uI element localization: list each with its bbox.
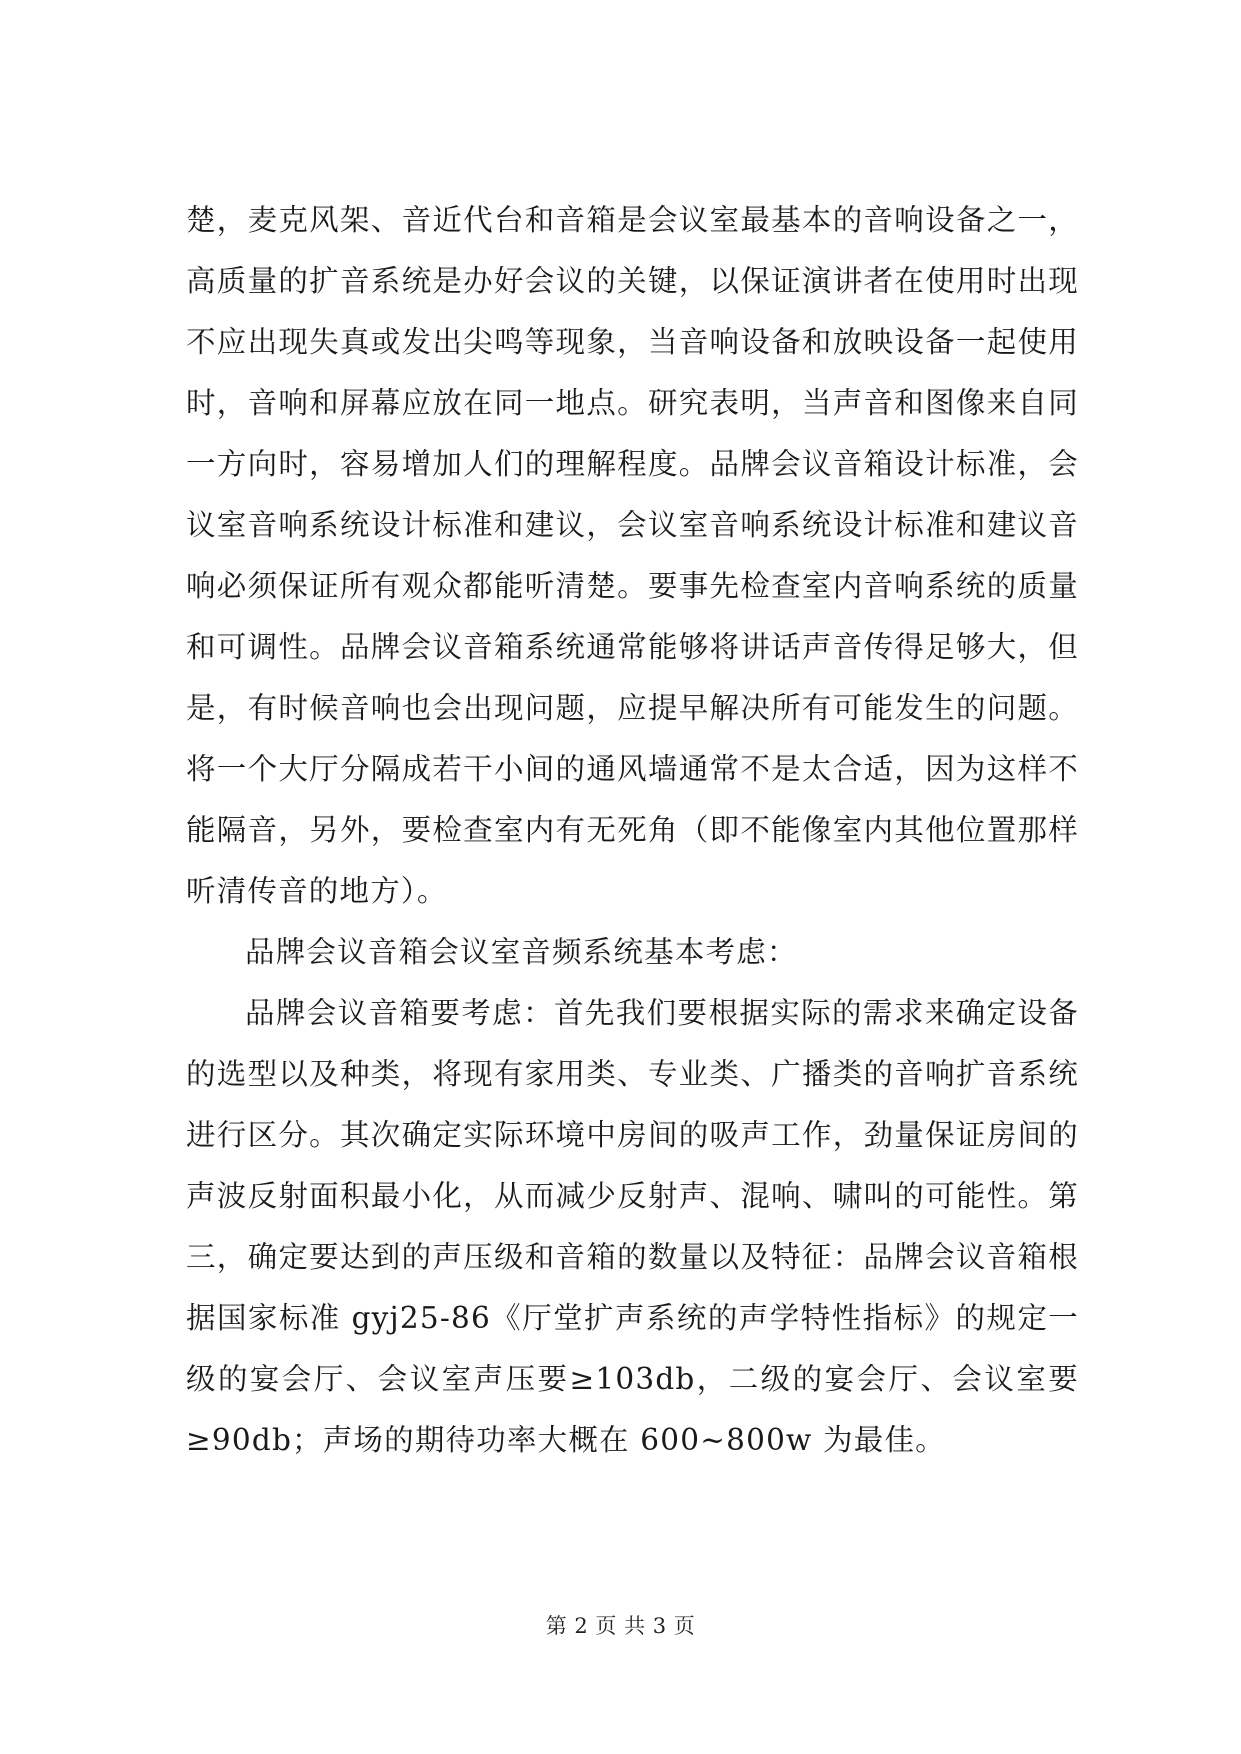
document-body [186, 190, 1079, 1471]
paragraph-1: 楚，麦克风架、音近代台和音箱是会议室最基本的音响设备之一，高质量的扩音系统是办好会议的关键，以保证演讲者在使用时出现不应出现失真或发出尖鸣等现象，当音响设备和放映设备一起使用时，音响和屏幕应放在同一地点。研究表明，当声音和图像来自同一方向时，容易增加人们的理解程度。品牌会议音箱设计标准，会议室音响系统设计标准和建议，会议室音响系统设计标准和建议音响必须保证所有观众都能听清楚。要事先检查室内音响系统的质量和可调性。品牌会议音箱系统通常能够将讲话声音传得足够大，但是，有时候音响也会出现问题，应提早解决所有可能发生的问题。将一个大厅分隔成若干小间的通风墙通常不是太合适，因为这样不能隔音，另外，要检查室内有无死角（即不能像室内其他位置那样听清传音的地方）。 [186, 203, 1079, 908]
page-number-footer: 第 2 页 共 3 页 [545, 1614, 696, 1638]
paragraph-2: 品牌会议音箱会议室音频系统基本考虑： [245, 935, 798, 969]
paragraph-3: 品牌会议音箱要考虑：首先我们要根据实际的需求来确定设备的选型以及种类，将现有家用类、专业类、广播类的音响扩音系统进行区分。其次确定实际环境中房间的吸声工作，劲量保证房间的声波反射面积最小化，从而减少反射声、混响、啸叫的可能性。第三，确定要达到的声压级和音箱的数量以及特征：品牌会议音箱根据国家标准 gyj25-86《厅堂扩声系统的声学特性指标》的规定一级的宴会厅、会议室声压要≥103db，二级的宴会厅、会议室要≥90db；声场的期待功率大概在 600~800w 为最佳。 [186, 996, 1079, 1457]
